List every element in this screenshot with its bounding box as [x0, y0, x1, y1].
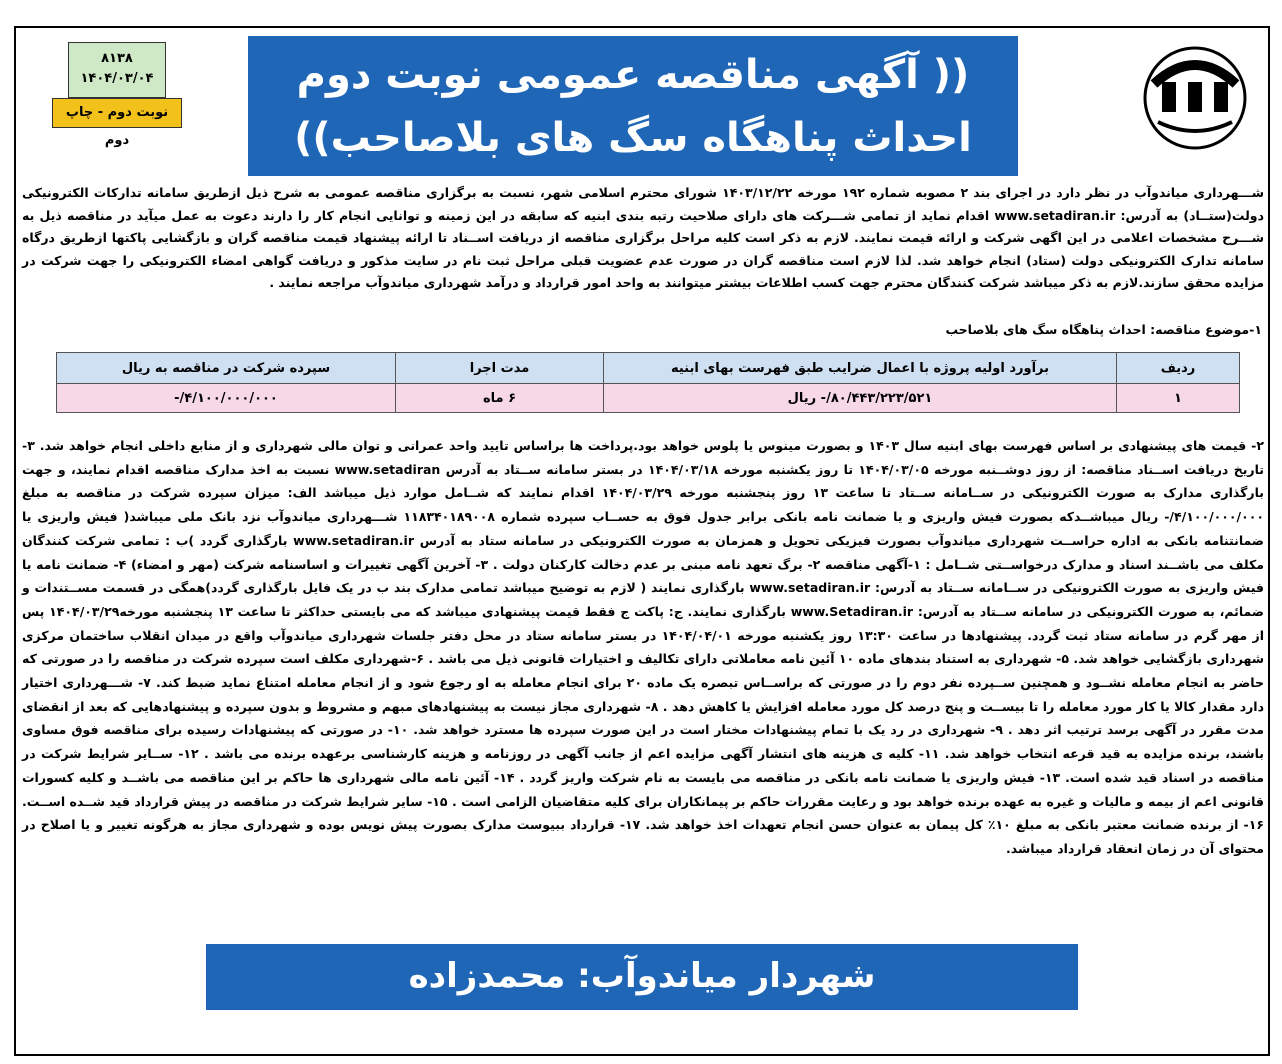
print-badge: نوبت دوم - چاپ دوم [52, 98, 182, 128]
notice-code-box [68, 42, 166, 98]
mayor-signature-banner: شهردار میاندوآب: محمدزاده [206, 944, 1078, 1010]
tender-subject: ۱-موضوع مناقصه: احداث پناهگاه سگ های بلاصاحب [945, 322, 1262, 337]
col-deposit: سپرده شرکت در مناقصه به ریال [57, 353, 396, 384]
title-line-1: (( آگهی مناقصه عمومی نوبت دوم [296, 52, 970, 98]
notice-number: ۸۱۳۸ [101, 51, 133, 66]
cell-duration: ۶ ماه [396, 384, 604, 413]
col-duration: مدت اجرا [396, 353, 604, 384]
col-row-number: ردیف [1117, 353, 1240, 384]
table-row [57, 384, 1240, 413]
title-line-2: احداث پناهگاه سگ های بلاصاحب)) [294, 115, 972, 161]
col-estimate: برآورد اولیه پروژه با اعمال ضرایب طبق فهرست بهای ابنیه [604, 353, 1117, 384]
conditions-paragraph: ۲- قیمت های پیشنهادی بر اساس فهرست بهای ابنیه سال ۱۴۰۳ و بصورت مینوس یا پلوس خواهد بود.پرداخت ها براساس تایید واحد عمرانی و توان مالی شهرداری و از منابع داخلی انجام خواهد شد. ۳- تاریخ دریافت اســناد مناقصه: از روز دوشــنبه مورخه ۱۴۰۴/۰۳/۰۵ تا روز یکشنبه مورخه ۱۴۰۴/۰۳/۱۸ در بستر سامانه ســتاد به آدرس www.setadiran نسبت به اخذ مدارک مناقصه اقدام نمایند، و جهت بارگذاری مدارک به صورت الکترونیکی در ســامانه ســتاد تا ساعت ۱۳ روز پنجشنبه مورخه ۱۴۰۴/۰۳/۲۹ اقدام نمایند که شــامل موارد ذیل میباشد الف: میزان سپرده شرکت در مناقصه به مبلغ ۴/۱۰۰/۰۰۰/۰۰۰/- ریال میباشــدکه بصورت فیش واریزی و یا ضمانت نامه بانکی برابر جدول فوق به حســاب سپرده شماره ۱۱۸۳۴۰۱۸۹۰۰۸ شـــهرداری میاندوآب نزد بانک ملی میباشد( فیش واریزی یا ضمانتنامه بانکی به اداره حراســت شهرداری میاندوآب بصورت فیزیکی تحویل و همزمان به صورت الکترونیکی در سامانه ستاد به آدرس www.setadiran.ir بارگذاری گردد )ب : تمامی شرکت کنندگان مکلف می باشــند اسناد و مدارک درخواســتی شــامل : ۱-آگهی مناقصه ۲- برگ تعهد نامه مبنی بر عدم دخالت کارکنان دولت . ۳- آخرین آگهی تغییرات و اساسنامه شرکت (مهر و امضاء) ۴- ضمانت نامه یا فیش واریزی به صورت الکترونیکی در ســامانه ســتاد به آدرس: www.setadiran.ir بارگذاری نمایند ( لازم به توضیح میباشد تمامی مدارک بند ب در یک فایل بارگذاری گردد)همگی در قسمت مســتندات و ضمائم، به صورت الکترونیکی در سامانه ســتاد به آدرس: www.Setadiran.ir بارگذاری نمایند. ج: پاکت ج فقط قیمت پیشنهادی میباشد که می بایستی حداکثر تا ساعت ۱۳ پنجشنبه مورخه۱۴۰۴/۰۳/۲۹ پس از مهر گرم در سامانه ستاد ثبت گردد. پیشنهادها در ساعت ۱۳:۳۰ روز یکشنبه مورخه ۱۴۰۴/۰۴/۰۱ در بستر سامانه ستاد در محل دفتر جلسات شهرداری میاندوآب واقع در میدان انقلاب ساختمان مرکزی شهرداری بازگشایی خواهد شد. ۵- شهرداری به استناد بندهای ماده ۱۰ آئین نامه معاملاتی دارای تکالیف و اختیارات قانونی ذیل می باشد . ۶-شهرداری مکلف است سپرده شرکت در مناقصه را در صورتی که حاضر به انجام معامله نشــود و همچنین ســپرده نفر دوم را در صورتی که براســاس تبصره یک ماده ۲۰ برای انجام معامله به او رجوع شود و از انجام معامله امتناع نماید ضبط کند. ۷- شـــهرداری اختیار دارد مقدار کالا یا کار مورد معامله را تا بیســت و پنج درصد کل مورد معامله افزایش یا کاهش دهد . ۸- شهرداری مجاز نیست به پیشنهادهای مبهم و مشروط و بدون سپرده و پیشنهادهایی که بعد از انقضای مدت مقرر در آگهی برسد ترتیب اثر دهد . ۹- شهرداری در رد یک با تمام پیشنهادات مختار است در این صورت سپرده ها مسترد خواهد شد. ۱۰- در صورتی که پیشنهادات رسیده برای مناقصه فوق مساوی باشند، برنده مزایده به قید قرعه انتخاب خواهد شد. ۱۱- کلیه ی هزینه های انتشار آگهی مزایده اعم از جانب آگهی در روزنامه و هزینه کارشناسی برعهده برنده می باشد . ۱۲- ســایر شرایط شرکت در مناقصه در اسناد قید شده است. ۱۳- فیش واریزی یا ضمانت نامه بانکی در مناقصه می بایست به نام شرکت واریز گردد . ۱۴- آئین نامه مالی شهرداری ها حاکم بر این مناقصه می باشــد و کلیه کسورات قانونی اعم از بیمه و مالیات و غیره به عهده برنده خواهد بود و رعایت مقررات حاکم بر پیمانکاران برای کلیه متقاضیان الزامی است . ۱۵- سایر شرایط شرکت در مناقصه در پیش قرارداد قید شــده اســت. ۱۶- از برنده ضمانت معتبر بانکی به مبلغ ۱۰٪ کل پیمان به عنوان حسن انجام تعهدات اخذ خواهد شد. ۱۷- قرارداد ببیوست مدارک بصورت پیش نویس بوده و شهرداری مجاز به هرگونه تغییر و یا اصلاح در محتوای آن در زمان انعقاد قرارداد میباشد. [22, 438, 1265, 856]
logo-emblem-icon [1140, 36, 1250, 156]
tender-table [56, 352, 1240, 413]
table-header-row [57, 353, 1240, 384]
municipality-logo [1140, 36, 1250, 156]
cell-estimate: ۸۰/۴۴۳/۲۲۳/۵۲۱/- ریال [604, 384, 1117, 413]
notice-date: ۱۴۰۴/۰۳/۰۴ [80, 71, 154, 86]
title-banner [248, 36, 1018, 176]
cell-row-number: ۱ [1117, 384, 1240, 413]
intro-paragraph: شـــهرداری میاندوآب در نظر دارد در اجرای بند ۲ مصوبه شماره ۱۹۲ مورخه ۱۴۰۳/۱۲/۲۲ شورای محترم اسلامی شهر، نسبت به برگزاری مناقصه عمومی به شرح ذیل ازطریق سامانه تدارکات الکترونیکی دولت(ستــاد) به آدرس: www.setadiran.ir اقدام نماید از تمامی شـــرکت های دارای صلاحیت رتبه بندی ابنیه که سابقه در این زمینه و توانایی انجام کار را دارند دعوت به عمل میآید در مناقصه ذیل به شـــرح مشخصات اعلامی در این اگهی شرکت و ارائه قیمت نمایند. لازم به ذکر است کلیه مراحل برگزاری مناقصه از دریافت اســناد تا ارائه پیشنهاد قیمت مناقصه گران و بازگشایی پاکتها ازطریق درگاه سامانه تدارک الکترونیکی دولت (ستاد) انجام خواهد شد. لذا لازم است مناقصه گران در صورت عدم عضویت قبلی مراحل ثبت نام در سایت مذکور و دریافت گواهی امضاء الکترونیکی را جهت شرکت در مزایده محقق سازند.لازم به ذکر میباشد شرکت کنندگان محترم جهت کسب اطلاعات بیشتر میتوانند به واحد امور قرارداد و درآمد شهرداری میاندوآب مراجعه نمایند . [22, 185, 1264, 290]
cell-deposit: ۴/۱۰۰/۰۰۰/۰۰۰/- [57, 384, 396, 413]
